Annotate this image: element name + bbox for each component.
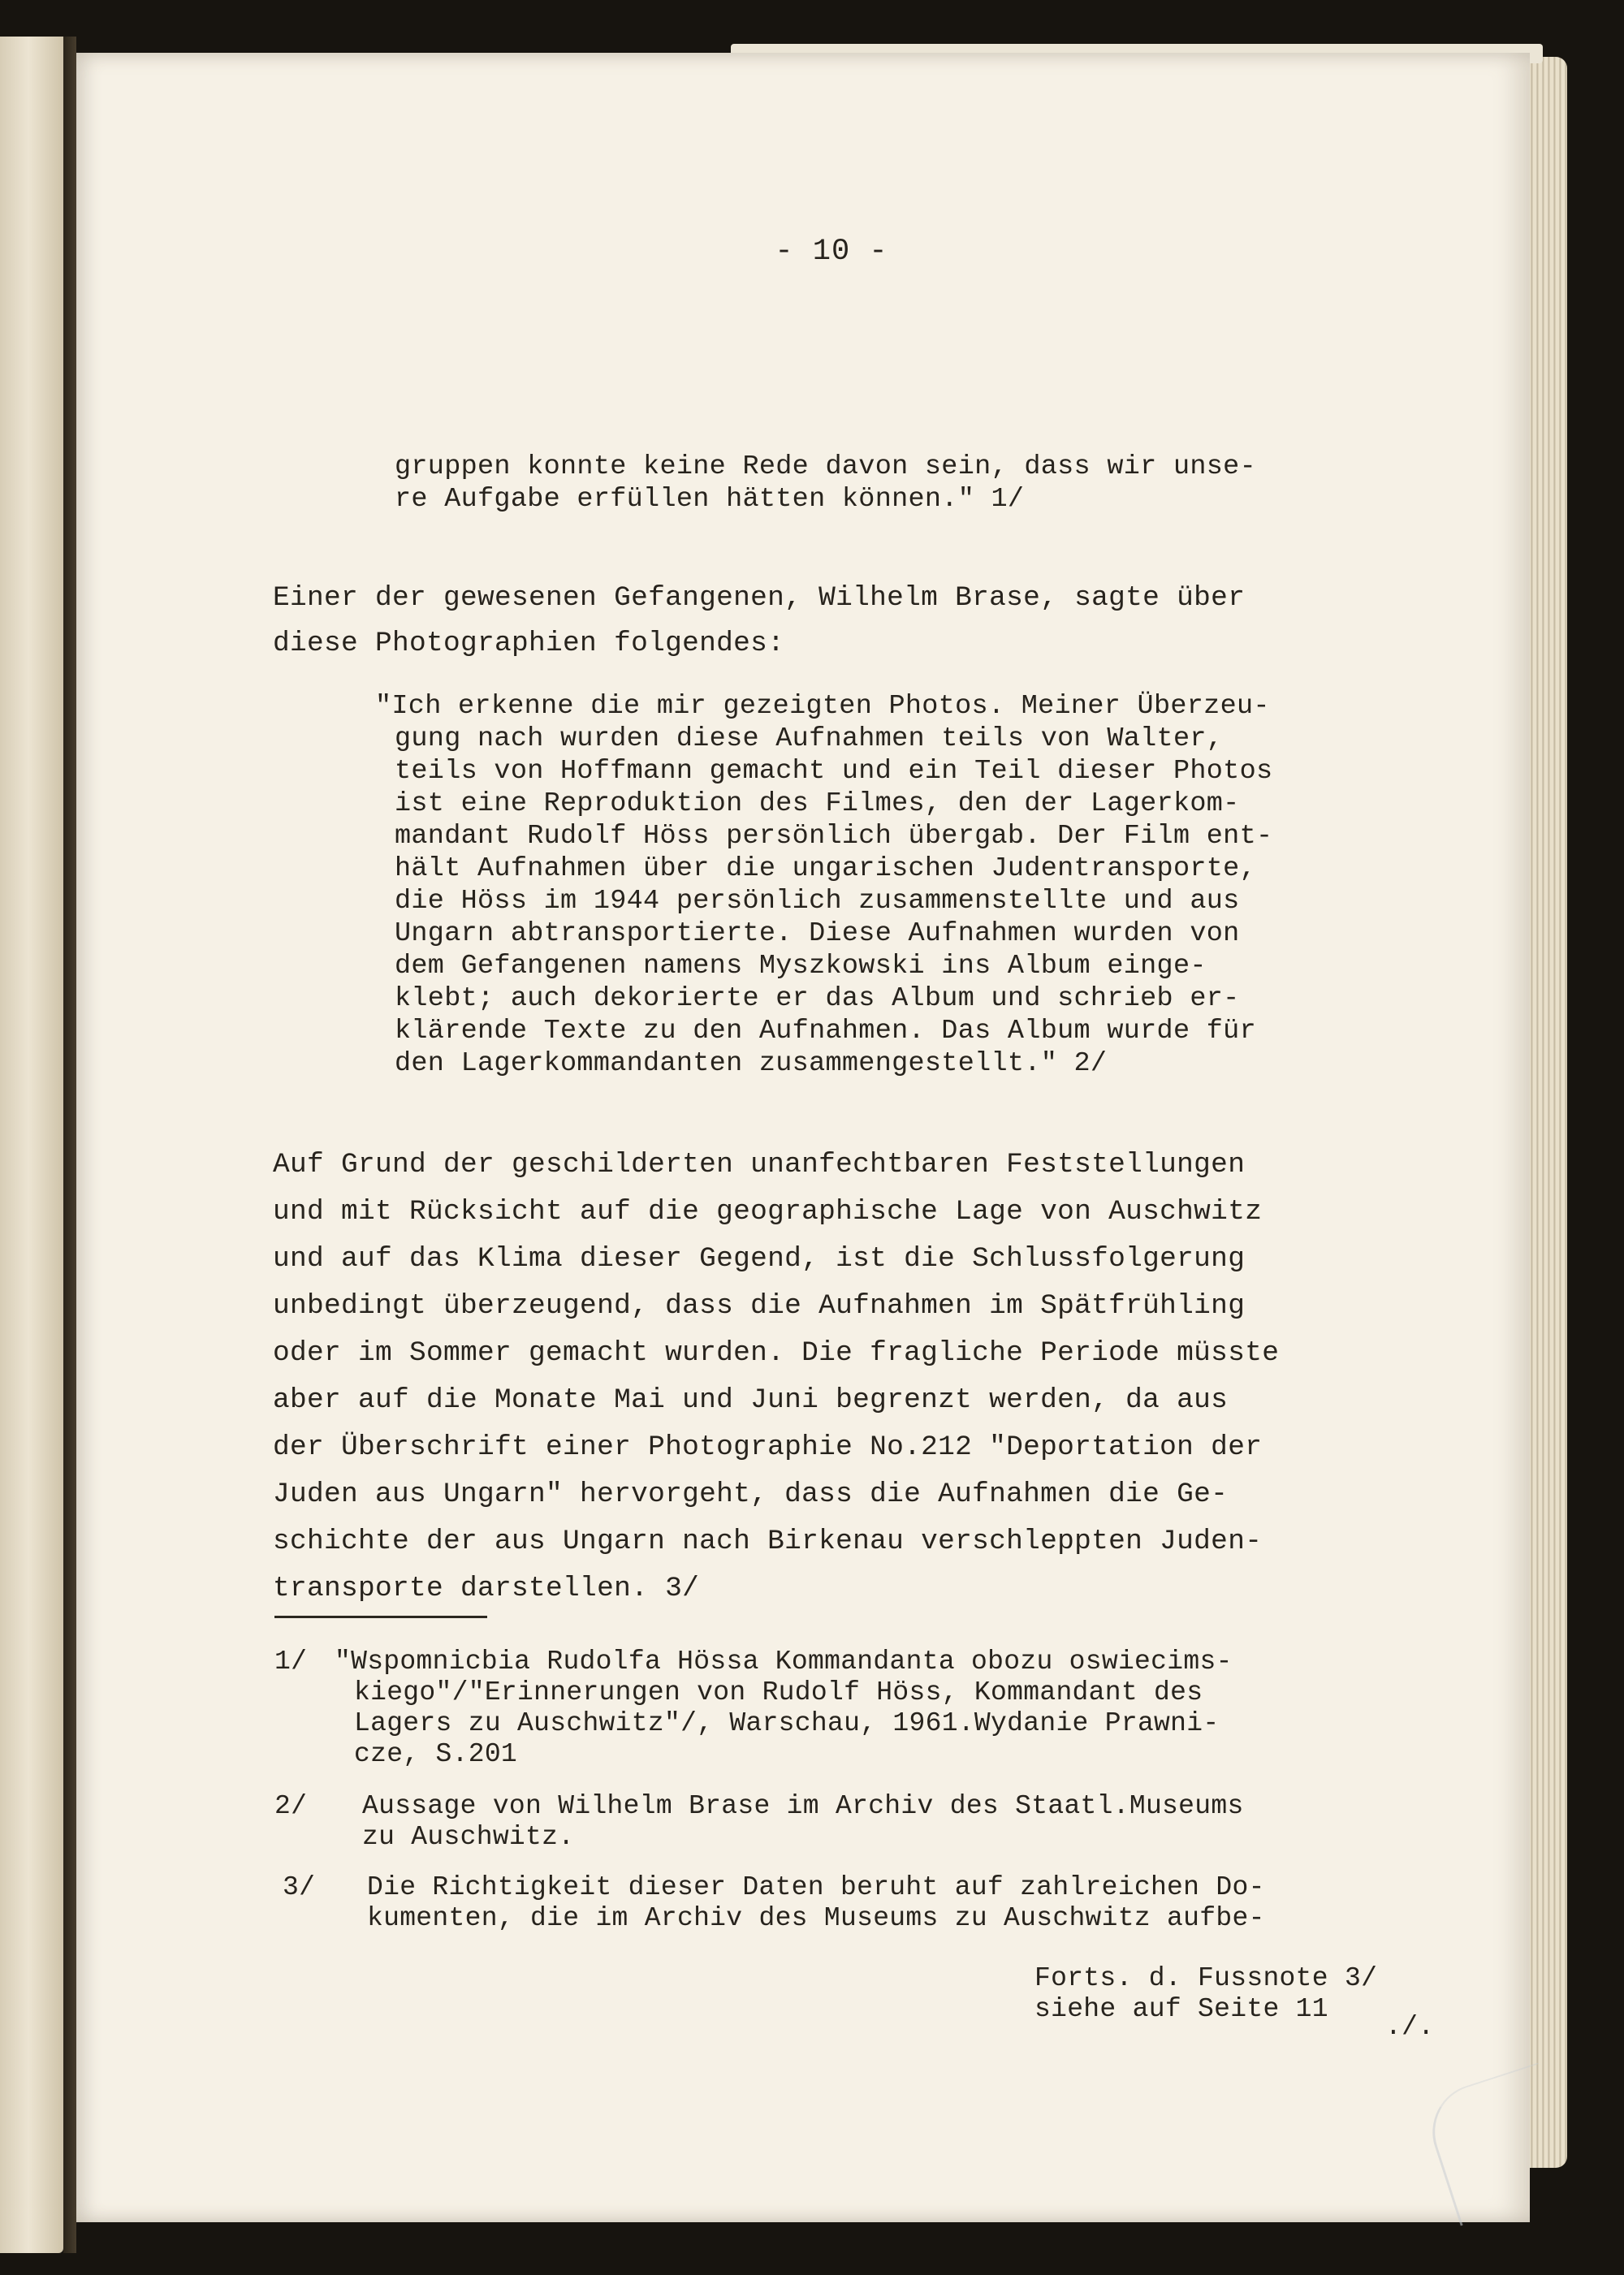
text-line: siehe auf Seite 11 — [1034, 1994, 1328, 2024]
text-line: ist eine Reproduktion des Filmes, den der Lagerkom- — [395, 788, 1240, 819]
text-line: aber auf die Monate Mai und Juni begrenzt werden, da aus — [273, 1384, 1229, 1416]
text-line: der Überschrift einer Photographie No.212 "Deportation der — [273, 1431, 1263, 1463]
text-line: gruppen konnte keine Rede davon sein, dass wir unse- — [395, 451, 1256, 482]
text-line: schichte der aus Ungarn nach Birkenau verschleppten Juden- — [273, 1526, 1263, 1557]
text-line: "Wspomnicbia Rudolfa Hössa Kommandanta obozu oswiecims- — [335, 1647, 1233, 1677]
text-line: cze, S.201 — [354, 1739, 518, 1769]
text-line: zu Auschwitz. — [362, 1822, 575, 1852]
footnote-marker: 2/ — [274, 1791, 308, 1821]
book-gutter — [63, 37, 76, 2253]
text-line: mandant Rudolf Höss persönlich übergab. Der Film ent- — [395, 821, 1273, 852]
text-line: Aussage von Wilhelm Brase im Archiv des Staatl.Museums — [362, 1791, 1244, 1821]
text-line: unbedingt überzeugend, dass die Aufnahmen im Spätfrühling — [273, 1290, 1246, 1322]
text-line: diese Photographien folgendes: — [273, 628, 785, 659]
document-page — [76, 53, 1530, 2222]
text-line: Forts. d. Fussnote 3/ — [1034, 1963, 1378, 1993]
continuation-mark: ./. — [1385, 2012, 1435, 2042]
text-line: Lagers zu Auschwitz"/, Warschau, 1961.Wydanie Prawni- — [354, 1708, 1220, 1738]
text-line: und auf das Klima dieser Gegend, ist die Schlussfolgerung — [273, 1243, 1246, 1275]
text-line: transporte darstellen. 3/ — [273, 1573, 700, 1604]
footnote-marker: 3/ — [283, 1872, 316, 1902]
text-line: teils von Hoffmann gemacht und ein Teil dieser Photos — [395, 756, 1273, 787]
text-line: hält Aufnahmen über die ungarischen Judentransporte, — [395, 853, 1256, 884]
text-line: "Ich erkenne die mir gezeigten Photos. Meiner Überzeu- — [375, 691, 1270, 722]
text-line: gung nach wurden diese Aufnahmen teils von Walter, — [395, 723, 1224, 754]
text-line: oder im Sommer gemacht wurden. Die fragliche Periode müsste — [273, 1337, 1280, 1369]
text-line: dem Gefangenen namens Myszkowski ins Album einge- — [395, 951, 1207, 982]
text-line: die Höss im 1944 persönlich zusammenstellte und aus — [395, 886, 1240, 917]
text-line: kumenten, die im Archiv des Museums zu Auschwitz aufbe- — [367, 1903, 1265, 1933]
text-line: kiego"/"Erinnerungen von Rudolf Höss, Kommandant des — [354, 1677, 1203, 1707]
text-line: Die Richtigkeit dieser Daten beruht auf zahlreichen Do- — [367, 1872, 1265, 1902]
text-line: Einer der gewesenen Gefangenen, Wilhelm Brase, sagte über — [273, 582, 1246, 614]
text-line: Ungarn abtransportierte. Diese Aufnahmen wurden von — [395, 918, 1240, 949]
text-line: den Lagerkommandanten zusammengestellt." 2/ — [395, 1048, 1108, 1079]
text-line: klärende Texte zu den Aufnahmen. Das Album wurde für — [395, 1016, 1256, 1047]
text-line: klebt; auch dekorierte er das Album und schrieb er- — [395, 983, 1240, 1014]
text-line: Juden aus Ungarn" hervorgeht, dass die Aufnahmen die Ge- — [273, 1479, 1229, 1510]
footnote-rule — [274, 1616, 487, 1618]
text-line: re Aufgabe erfüllen hätten können." 1/ — [395, 484, 1025, 515]
text-line: und mit Rücksicht auf die geographische Lage von Auschwitz — [273, 1196, 1263, 1228]
left-page-edge — [0, 37, 63, 2253]
page-number: - 10 - — [775, 235, 888, 269]
text-line: Auf Grund der geschilderten unanfechtbaren Feststellungen — [273, 1149, 1246, 1181]
footnote-marker: 1/ — [274, 1647, 308, 1677]
